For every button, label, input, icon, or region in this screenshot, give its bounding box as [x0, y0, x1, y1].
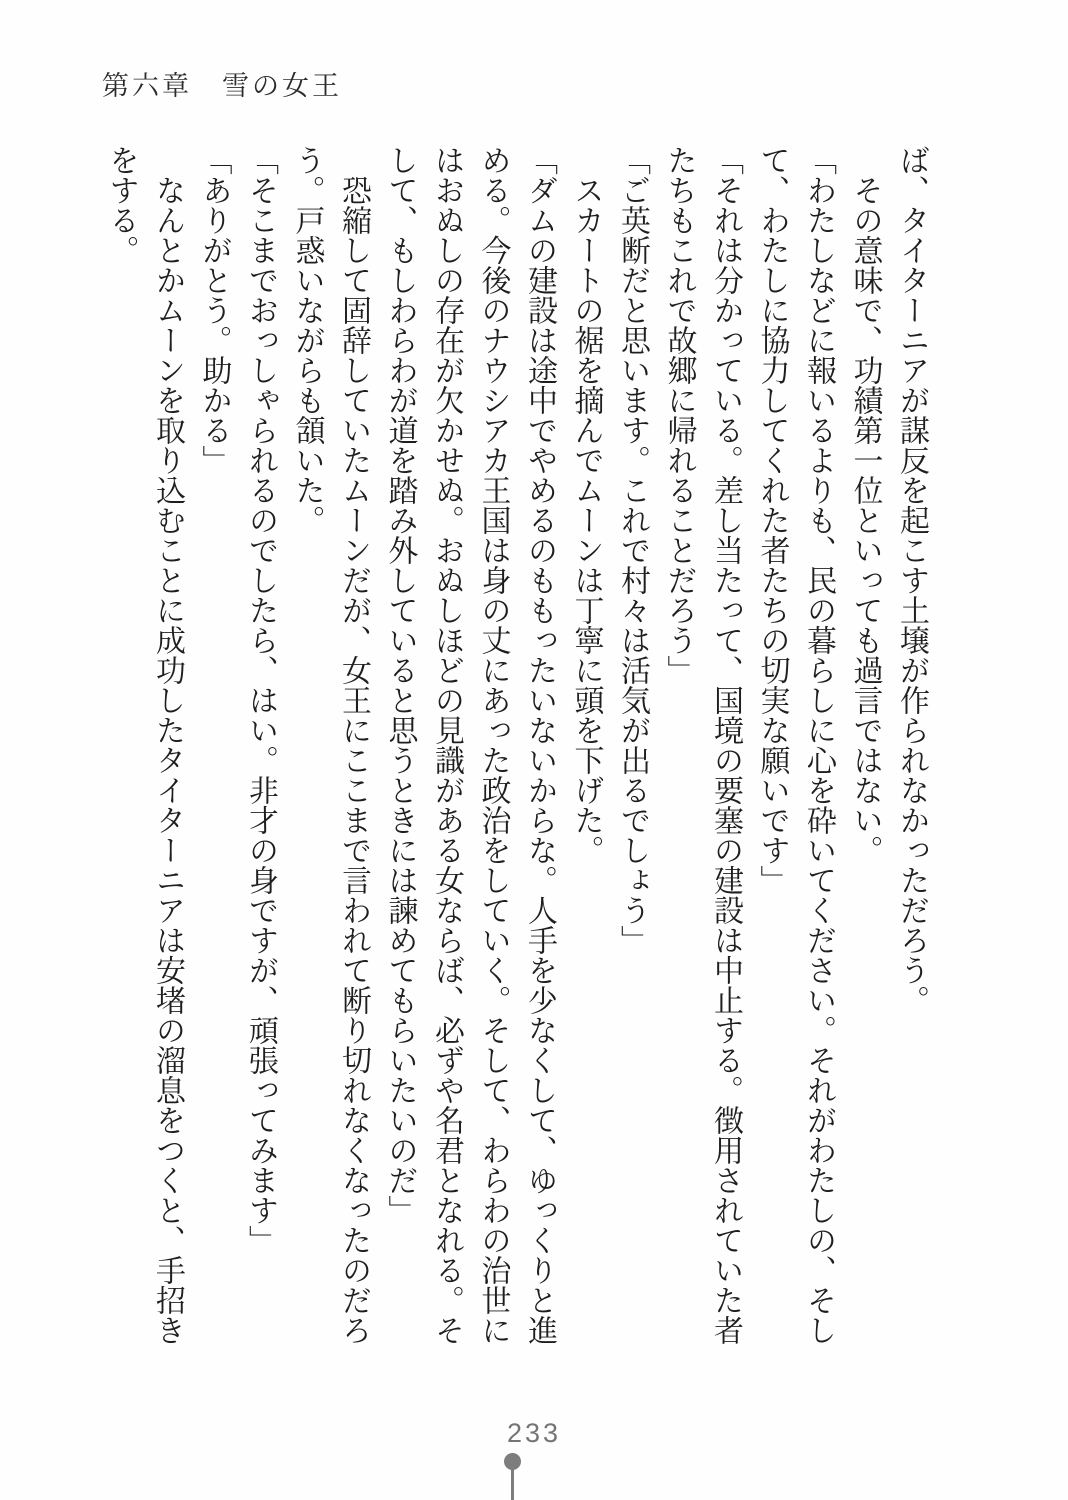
- body-paragraph: 「わたしなどに報いるよりも、民の暮らしに心を砕いてください。それがわたしの、そして、わたしに協力してくれた者たちの切実な願いです」: [755, 145, 835, 1345]
- body-paragraph: 「ダムの建設は途中でやめるのももったいないからな。人手を少なくして、ゆっくりと進める。今後のナウシアカ王国は身の丈にあった政治をしていく。そして、わらわの治世にはおぬしの存在が欠かせぬ。おぬしほどの見識がある女ならば、必ずや名君となれる。そして、もしわらわが道を踏み外していると思うときには諫めてもらいたいのだ」: [383, 145, 556, 1345]
- body-paragraph: ば、タイターニアが謀反を起こす土壌が作られなかっただろう。: [895, 145, 928, 1015]
- body-paragraph: その意味で、功績第一位といっても過言ではない。: [848, 145, 882, 865]
- body-paragraph: 「ご英断だと思います。これで村々は活気が出るでしょう」: [616, 145, 649, 955]
- body-paragraph: 「それは分かっている。差し当たって、国境の要塞の建設は中止する。徴用されていた者たちもこれで故郷に帰れることだろう」: [662, 145, 742, 1345]
- body-paragraph: なんとかムーンを取り込むことに成功したタイターニアは安堵の溜息をつくと、手招きをする。: [104, 145, 184, 1345]
- body-paragraph: 「ありがとう。助かる」: [197, 145, 231, 475]
- bookmark-dot-icon: [504, 1453, 521, 1470]
- body-paragraph: 「そこまでおっしゃられるのでしたら、はい。非才の身ですが、頑張ってみます」: [244, 145, 277, 1255]
- body-text: [97, 145, 934, 1345]
- page-number: 233: [506, 1418, 562, 1448]
- body-paragraph: スカートの裾を摘んでムーンは丁寧に頭を下げた。: [569, 145, 603, 865]
- body-paragraph: 恐縮して固辞していたムーンだが、女王にここまで言われて断り切れなくなったのだろう。戸惑いながらも頷いた。: [290, 145, 370, 1345]
- chapter-header: 第六章 雪の女王: [102, 71, 342, 101]
